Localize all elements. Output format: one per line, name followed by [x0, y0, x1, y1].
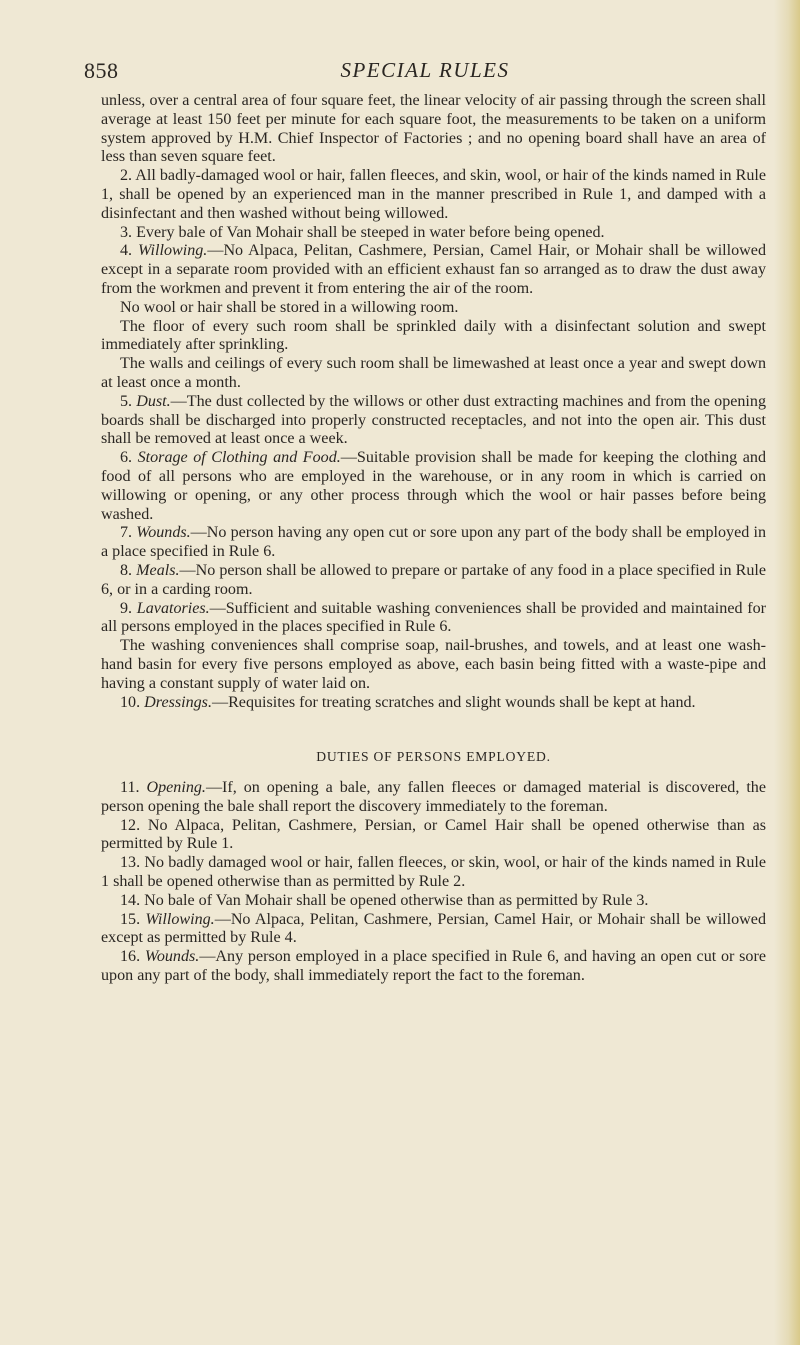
page-edge-shadow [774, 0, 800, 1345]
rule-text: —The dust collected by the willows or other dust extracting machines and from the opening boards shall be discharged into properly constructed receptacles, and not into the open air. This dust shall be removed at least once a week. [101, 392, 766, 448]
rule-number: 7. [120, 524, 133, 542]
rule-title: Lavatories. [136, 599, 210, 617]
rule-title: Dust. [136, 392, 171, 410]
paragraph-rule-4-floor: The floor of every such room shall be sprinkled daily with a disinfectant solution and swept immediately after sprinkling. [101, 317, 766, 354]
paragraph-rule-9-conveniences: The washing conveniences shall comprise soap, nail-brushes, and towels, and at least one wash-hand basin for every five persons employed as above, each basin being fitted with a waste-pipe and having a constant supply of water laid on. [101, 637, 766, 692]
rule-title: Wounds. [136, 524, 191, 542]
rule-number: 11. [120, 779, 140, 797]
paragraph-rule-6 [101, 449, 766, 524]
paragraph-rule-14: 14. No bale of Van Mohair shall be opened otherwise than as permitted by Rule 3. [120, 891, 649, 909]
rule-title: Storage of Clothing and Food. [137, 449, 341, 467]
page-number: 858 [84, 58, 119, 83]
paragraph-rule-4-walls: The walls and ceilings of every such room shall be limewashed at least once a year and swept down at least once a month. [101, 355, 766, 391]
paragraph-rule-2: 2. All badly-damaged wool or hair, fallen fleeces, and skin, wool, or hair of the kinds named in Rule 1, shall be opened by an experienced man in the manner prescribed in Rule 1, and damped with a disinfectant and then washed without being willowed. [101, 167, 766, 222]
rule-number: 16. [120, 948, 141, 966]
paragraph-rule-4 [101, 242, 766, 298]
paragraph-rule-12: 12. No Alpaca, Pelitan, Cashmere, Persian, or Camel Hair shall be opened otherwise than as permitted by Rule 1. [101, 816, 766, 853]
rule-text: —No person having any open cut or sore upon any part of the body shall be employed in a place specified in Rule 6. [101, 524, 766, 561]
paragraph-rule-11 [101, 779, 766, 817]
rule-number: 9. [120, 599, 133, 617]
rule-number: 8. [120, 561, 133, 579]
paragraph-rule-5 [101, 393, 766, 449]
rule-text: —No Alpaca, Pelitan, Cashmere, Persian, Camel Hair, or Mohair shall be willowed except as permitted by Rule 4. [101, 910, 766, 947]
rule-text: —No person shall be allowed to prepare or partake of any food in a place specified in Rule 6, or in a carding room. [101, 561, 766, 598]
rule-title: Dressings. [144, 693, 212, 711]
page-header [84, 58, 766, 84]
paragraph-rule-7 [101, 524, 766, 562]
rule-title: Willowing. [138, 242, 208, 260]
paragraph-rule-8 [101, 562, 766, 600]
rule-title: Wounds. [144, 948, 200, 966]
paragraph-rule-1-continued: unless, over a central area of four square feet, the linear velocity of air passing through the screen shall average at least 150 feet per minute for each square foot, the measurements to be taken on a uniform system approved by H.M. Chief Inspector of Factories ; and no opening board shall have an area of less than seven square feet. [101, 92, 766, 166]
rule-title: Meals. [136, 561, 180, 579]
rule-number: 15. [120, 910, 141, 928]
rule-number: 6. [120, 449, 133, 467]
rule-text: —Sufficient and suitable washing conveniences shall be provided and maintained for all persons employed in the places specified in Rule 6. [101, 599, 766, 636]
rule-number: 10. [120, 693, 141, 711]
rule-text: —No Alpaca, Pelitan, Cashmere, Persian, Camel Hair, or Mohair shall be willowed except in a separate room provided with an efficient exhaust fan so arranged as to draw the dust away from the workmen and prevent it from entering the air of the room. [101, 242, 766, 297]
page-body [101, 92, 766, 986]
running-title: SPECIAL RULES [340, 58, 510, 82]
rule-title: Opening. [146, 779, 206, 797]
paragraph-rule-16 [101, 948, 766, 986]
paragraph-rule-13: 13. No badly damaged wool or hair, fallen fleeces, or skin, wool, or hair of the kinds named in Rule 1 shall be opened otherwise than as permitted by Rule 2. [101, 854, 766, 891]
section-heading: DUTIES OF PERSONS EMPLOYED. [316, 749, 551, 765]
rule-text: —If, on opening a bale, any fallen fleeces or damaged material is discovered, the person opening the bale shall report the discovery immediately to the foreman. [101, 779, 766, 815]
paragraph-rule-15 [101, 911, 766, 949]
paragraph-rule-10 [101, 694, 766, 713]
paragraph-rule-3: 3. Every bale of Van Mohair shall be steeped in water before being opened. [120, 223, 605, 241]
rule-text: —Requisites for treating scratches and slight wounds shall be kept at hand. [211, 693, 696, 711]
rule-text: —Any person employed in a place specified in Rule 6, and having an open cut or sore upon any part of the body, shall immediately report the fact to the foreman. [101, 948, 766, 985]
rule-title: Willowing. [145, 910, 215, 928]
paragraph-rule-4-storage: No wool or hair shall be stored in a willowing room. [120, 298, 459, 316]
rule-number: 5. [120, 392, 133, 410]
rule-text: —Suitable provision shall be made for keeping the clothing and food of all persons who are employed in the warehouse, or in any room in which is carried on willowing or opening, or any other process through which the wool or hair passes before being washed. [101, 449, 766, 523]
paragraph-rule-9 [101, 600, 766, 638]
rule-number: 4. [120, 242, 133, 260]
